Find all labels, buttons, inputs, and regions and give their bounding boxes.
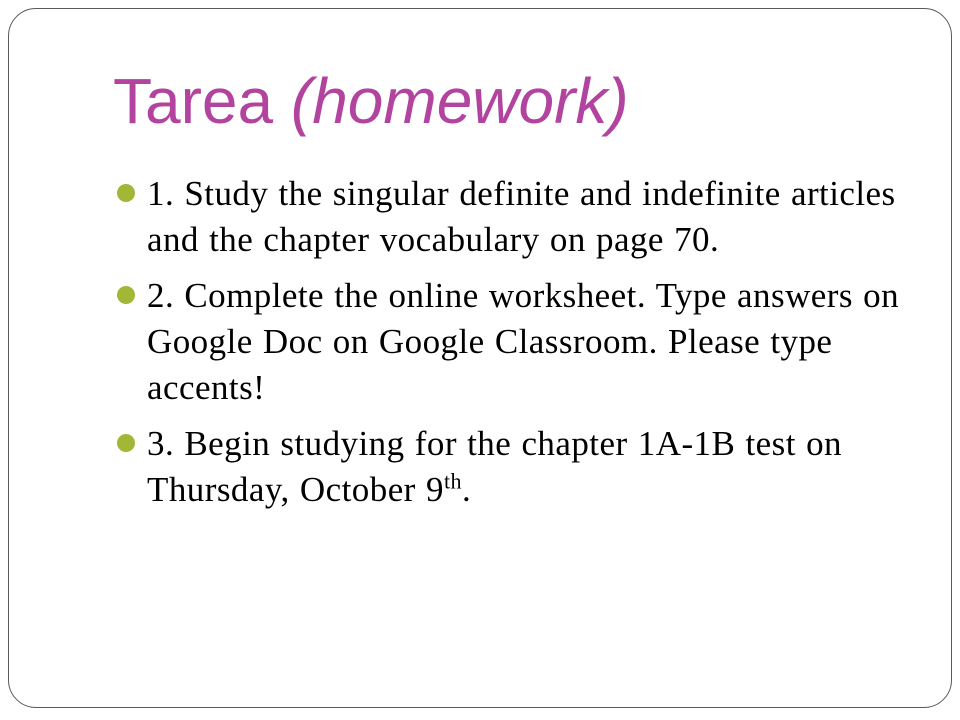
slide bbox=[8, 8, 952, 708]
title-main: Tarea bbox=[113, 65, 291, 137]
list-item-text: 3. Begin studying for the chapter 1A-1B test on Thursday, October 9 bbox=[147, 424, 843, 509]
ordinal-suffix: th bbox=[443, 468, 462, 494]
list-item bbox=[113, 421, 903, 513]
bullet-dot-icon bbox=[117, 434, 135, 452]
list-item bbox=[113, 171, 903, 263]
homework-list bbox=[113, 171, 903, 523]
title-parenthetical: (homework) bbox=[290, 65, 629, 137]
list-item-text: 1. Study the singular definite and indefinite articles and the chapter vocabulary on page 70. bbox=[147, 174, 896, 259]
bullet-dot-icon bbox=[117, 286, 135, 304]
list-item bbox=[113, 273, 903, 411]
list-item-tail: . bbox=[461, 470, 472, 509]
bullet-dot-icon bbox=[117, 184, 135, 202]
slide-title bbox=[113, 61, 629, 141]
list-item-text: 2. Complete the online worksheet. Type answers on Google Doc on Google Classroom. Please type accents! bbox=[147, 276, 900, 407]
